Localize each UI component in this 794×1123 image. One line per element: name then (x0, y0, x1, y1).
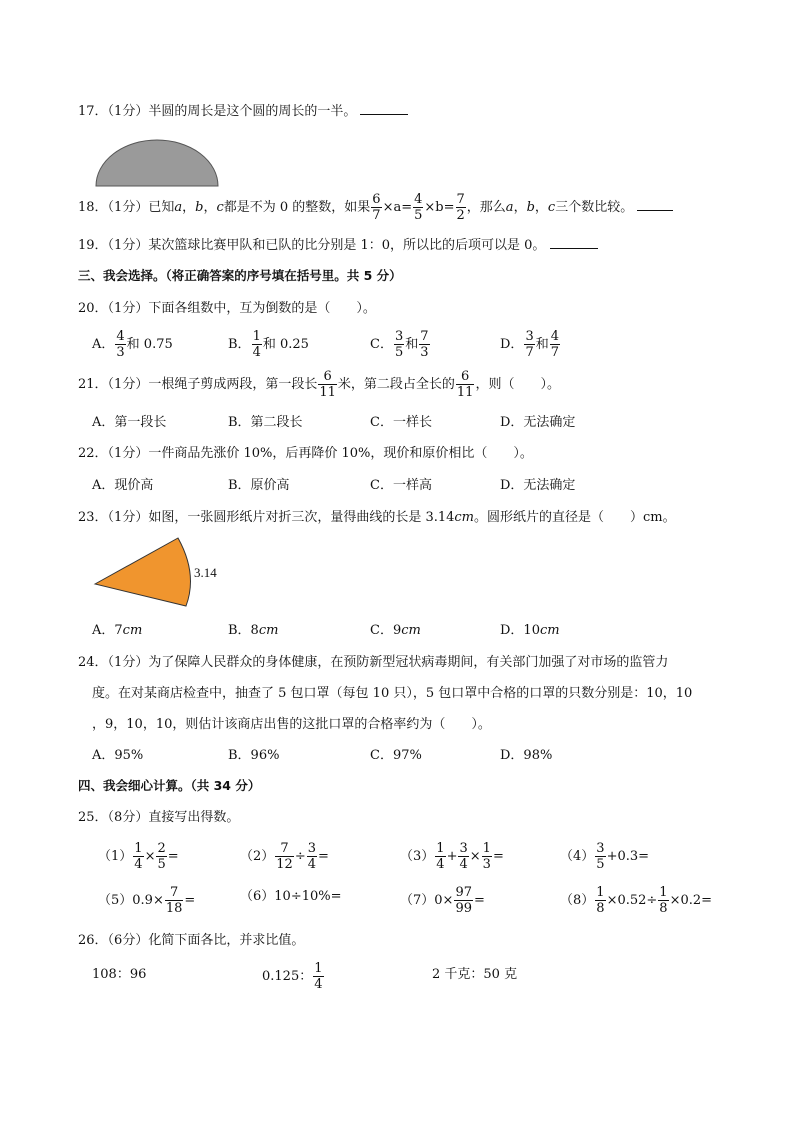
question-17 (78, 104, 408, 118)
option-d[interactable]: D．无法确定 (500, 415, 576, 430)
ratio-2: 0.125： $\frac{1}{4}$ (262, 961, 323, 992)
calc-item-3: （3） $\frac{1}{4}$ + $\frac{3}{4}$ × $\frac{1}{3}$ = (400, 841, 504, 872)
fraction: $\frac{7}{2}$ (456, 192, 465, 223)
option-c[interactable]: C． $\frac{3}{5}$ 和 $\frac{7}{3}$ (370, 329, 429, 360)
calc-item-6: （6）10÷10%= (240, 889, 342, 904)
calc-item-7: （7）0× $\frac{97}{99}$ = (400, 885, 485, 916)
option-a[interactable]: A．现价高 (92, 478, 154, 493)
calc-item-5: （5）0.9× $\frac{7}{18}$ = (98, 885, 196, 916)
question-21: 21．（1分）一根绳子剪成两段，第一段长 $\frac{6}{11}$ 米，第二段占全长的 $\frac{6}{11}$ ，则（ ）。 (78, 369, 560, 400)
question-text: 17．（1分）半圆的周长是这个圆的周长的一半。 (78, 104, 357, 119)
question-26: 26．（6分）化简下面各比，并求比值。 (78, 933, 305, 948)
question-20: 20．（1分）下面各组数中，互为倒数的是（ ）。 (78, 301, 376, 316)
answer-blank[interactable] (360, 104, 408, 115)
arc-length-label: 3.14 (194, 565, 217, 580)
option-b[interactable]: B．8cm (228, 623, 279, 638)
section-heading: 四、我会细心计算。（共 34 分） (78, 778, 261, 793)
calc-item-1: （1） $\frac{1}{4}$ × $\frac{2}{5}$ = (98, 841, 179, 872)
question-24-line2: 度。在对某商店检查中，抽查了 5 包口罩（每包 10 只），5 包口罩中合格的口罩的只数分别是：10，10 (92, 686, 693, 701)
question-24-line1: 24．（1分）为了保障人民群众的身体健康，在预防新型冠状病毒期间，有关部门加强了对市场的监管力 (78, 655, 669, 670)
question-18: 18．（1分）已知a，b，c都是不为 0 的整数，如果 $\frac{6}{7}$ ×a= $\frac{4}{5}$ ×b= $\frac{7}{2}$ ，那么a，b，c三个数比较。 (78, 193, 673, 222)
semicircle-figure (94, 137, 220, 189)
option-a[interactable]: A． $\frac{4}{3}$ 和 0.75 (92, 329, 173, 360)
sector-figure (92, 536, 192, 608)
option-c[interactable]: C．一样高 (370, 478, 432, 493)
option-a[interactable]: A．95% (92, 748, 144, 763)
question-23: 23．（1分）如图，一张圆形纸片对折三次，量得曲线的长是 3.14cm。圆形纸片的直径是（ ）cm。 (78, 510, 676, 525)
question-24-line3: ，9，10，10，则估计该商店出售的这批口罩的合格率约为（ ）。 (92, 717, 491, 732)
calc-item-4: （4） $\frac{3}{5}$ +0.3= (560, 841, 650, 872)
option-d[interactable]: D．无法确定 (500, 478, 576, 493)
calc-item-8: （8） $\frac{1}{8}$ ×0.52÷ $\frac{1}{8}$ ×0.2= (560, 885, 713, 916)
answer-blank[interactable] (550, 238, 598, 249)
option-b[interactable]: B．原价高 (228, 478, 290, 493)
ratio-1: 108：96 (92, 967, 147, 982)
question-19: 19．（1分）某次篮球比赛甲队和已队的比分别是 1：0，所以比的后项可以是 0。 (78, 238, 598, 252)
option-a[interactable]: A．7cm (92, 623, 143, 638)
ratio-3: 2 千克：50 克 (432, 967, 518, 982)
option-d[interactable]: D． $\frac{3}{7}$ 和 $\frac{4}{7}$ (500, 329, 560, 360)
option-c[interactable]: C．9cm (370, 623, 421, 638)
option-a[interactable]: A．第一段长 (92, 415, 167, 430)
calc-item-2: （2） $\frac{7}{12}$ ÷ $\frac{3}{4}$ = (240, 841, 329, 872)
option-b[interactable]: B．96% (228, 748, 280, 763)
option-d[interactable]: D．98% (500, 748, 553, 763)
fraction: $\frac{6}{7}$ (372, 192, 381, 223)
option-b[interactable]: B． $\frac{1}{4}$ 和 0.25 (228, 329, 309, 360)
answer-blank[interactable] (637, 200, 673, 211)
fraction: $\frac{4}{5}$ (414, 192, 423, 223)
option-b[interactable]: B．第二段长 (228, 415, 303, 430)
option-c[interactable]: C．97% (370, 748, 422, 763)
question-25: 25．（8分）直接写出得数。 (78, 810, 240, 825)
option-c[interactable]: C．一样长 (370, 415, 432, 430)
question-22: 22．（1分）一件商品先涨价 10%，后再降价 10%，现价和原价相比（ ）。 (78, 446, 533, 461)
option-d[interactable]: D．10cm (500, 623, 560, 638)
section-heading: 三、我会选择。（将正确答案的序号填在括号里。共 5 分） (78, 268, 402, 283)
